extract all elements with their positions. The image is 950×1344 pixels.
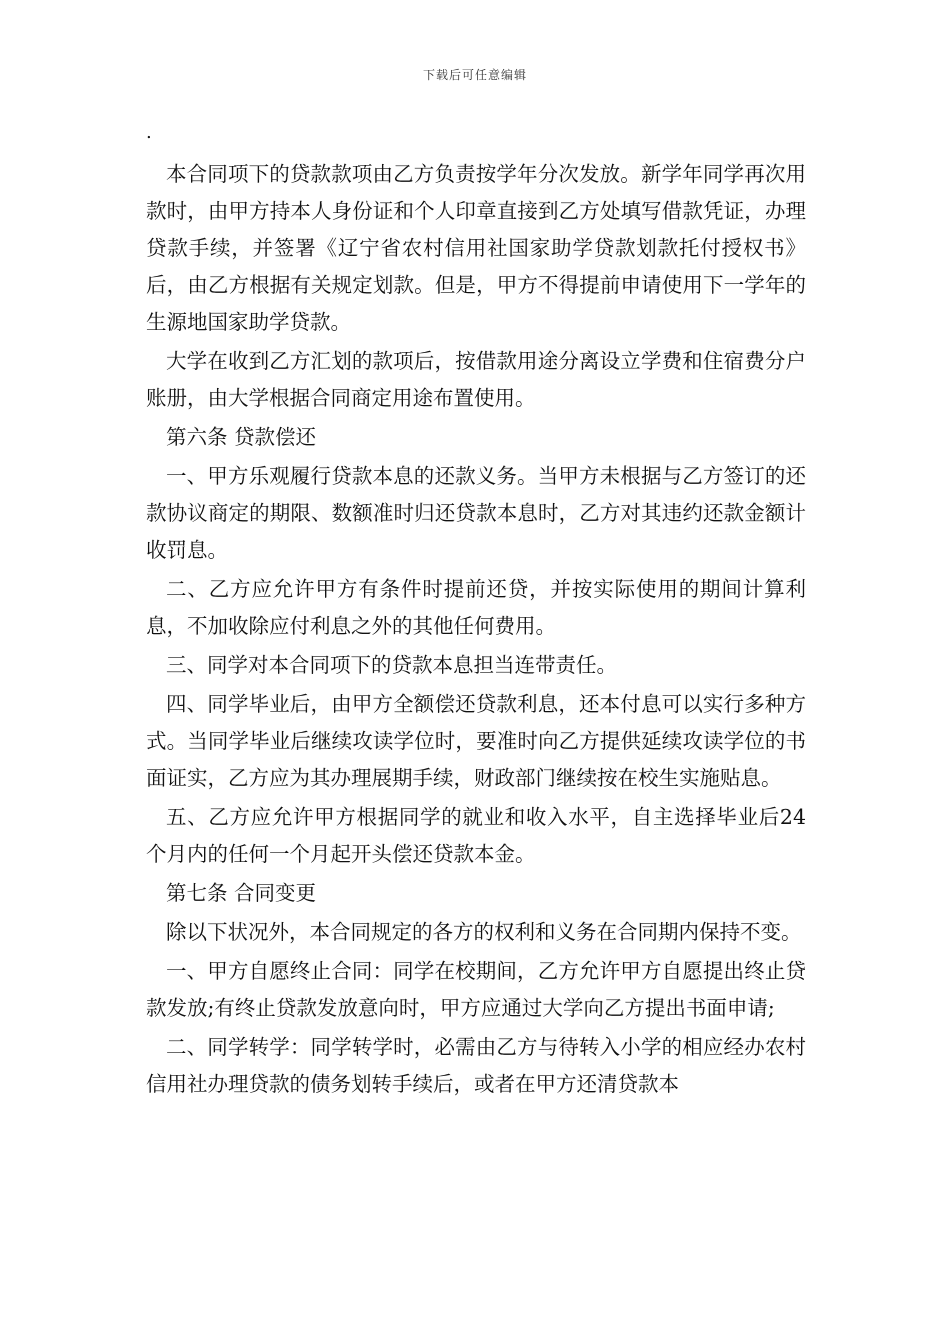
paragraph-student-transfer: 二、同学转学：同学转学时，必需由乙方与待转入小学的相应经办农村信用社办理贷款的债务划转手续后，或者在甲方还清贷款本 — [146, 1035, 806, 1096]
document-body — [146, 156, 806, 1105]
article-six-heading: 第六条 贷款偿还 — [166, 425, 317, 449]
paragraph-voluntary-termination: 一、甲方自愿终止合同：同学在校期间，乙方允许甲方自愿提出终止贷款发放;有终止贷款发放意向时，甲方应通过大学向乙方提出书面申请; — [146, 959, 806, 1020]
paragraph-repayment-obligation: 一、甲方乐观履行贷款本息的还款义务。当甲方未根据与乙方签订的还款协议商定的期限、数额准时归还贷款本息时，乙方对其违约还款金额计收罚息。 — [146, 464, 806, 562]
paragraph-loan-disbursement: 本合同项下的贷款款项由乙方负责按学年分次发放。新学年同学再次用款时，由甲方持本人身份证和个人印章直接到乙方处填写借款凭证，办理贷款手续，并签署《辽宁省农村信用社国家助学贷款划款托付授权书》后，由乙方根据有关规定划款。但是，甲方不得提前申请使用下一学年的生源地国家助学贷款。 — [146, 162, 806, 334]
page-header: 下载后可任意编辑 — [422, 68, 527, 82]
paragraph-contract-unchanged: 除以下状况外，本合同规定的各方的权利和义务在合同期内保持不变。 — [166, 920, 802, 944]
paragraph-joint-liability: 三、同学对本合同项下的贷款本息担当连带责任。 — [166, 653, 617, 677]
article-seven-heading: 第七条 合同变更 — [166, 881, 317, 905]
paragraph-post-graduation: 四、同学毕业后，由甲方全额偿还贷款利息，还本付息可以实行多种方式。当同学毕业后继续攻读学位时，要准时向乙方提供延续攻读学位的书面证实，乙方应为其办理展期手续，财政部门继续按在校生实施贴息。 — [146, 692, 806, 790]
paragraph-university-accounts: 大学在收到乙方汇划的款项后，按借款用途分离设立学费和住宿费分户账册，由大学根据合同商定用途布置使用。 — [146, 349, 806, 410]
page-marker-dot: . — [146, 122, 152, 143]
paragraph-repayment-start: 五、乙方应允许甲方根据同学的就业和收入水平，自主选择毕业后24个月内的任何一个月起开头偿还贷款本金。 — [146, 805, 806, 866]
paragraph-early-repayment: 二、乙方应允许甲方有条件时提前还贷，并按实际使用的期间计算利息，不加收除应付利息之外的其他任何费用。 — [146, 577, 806, 638]
